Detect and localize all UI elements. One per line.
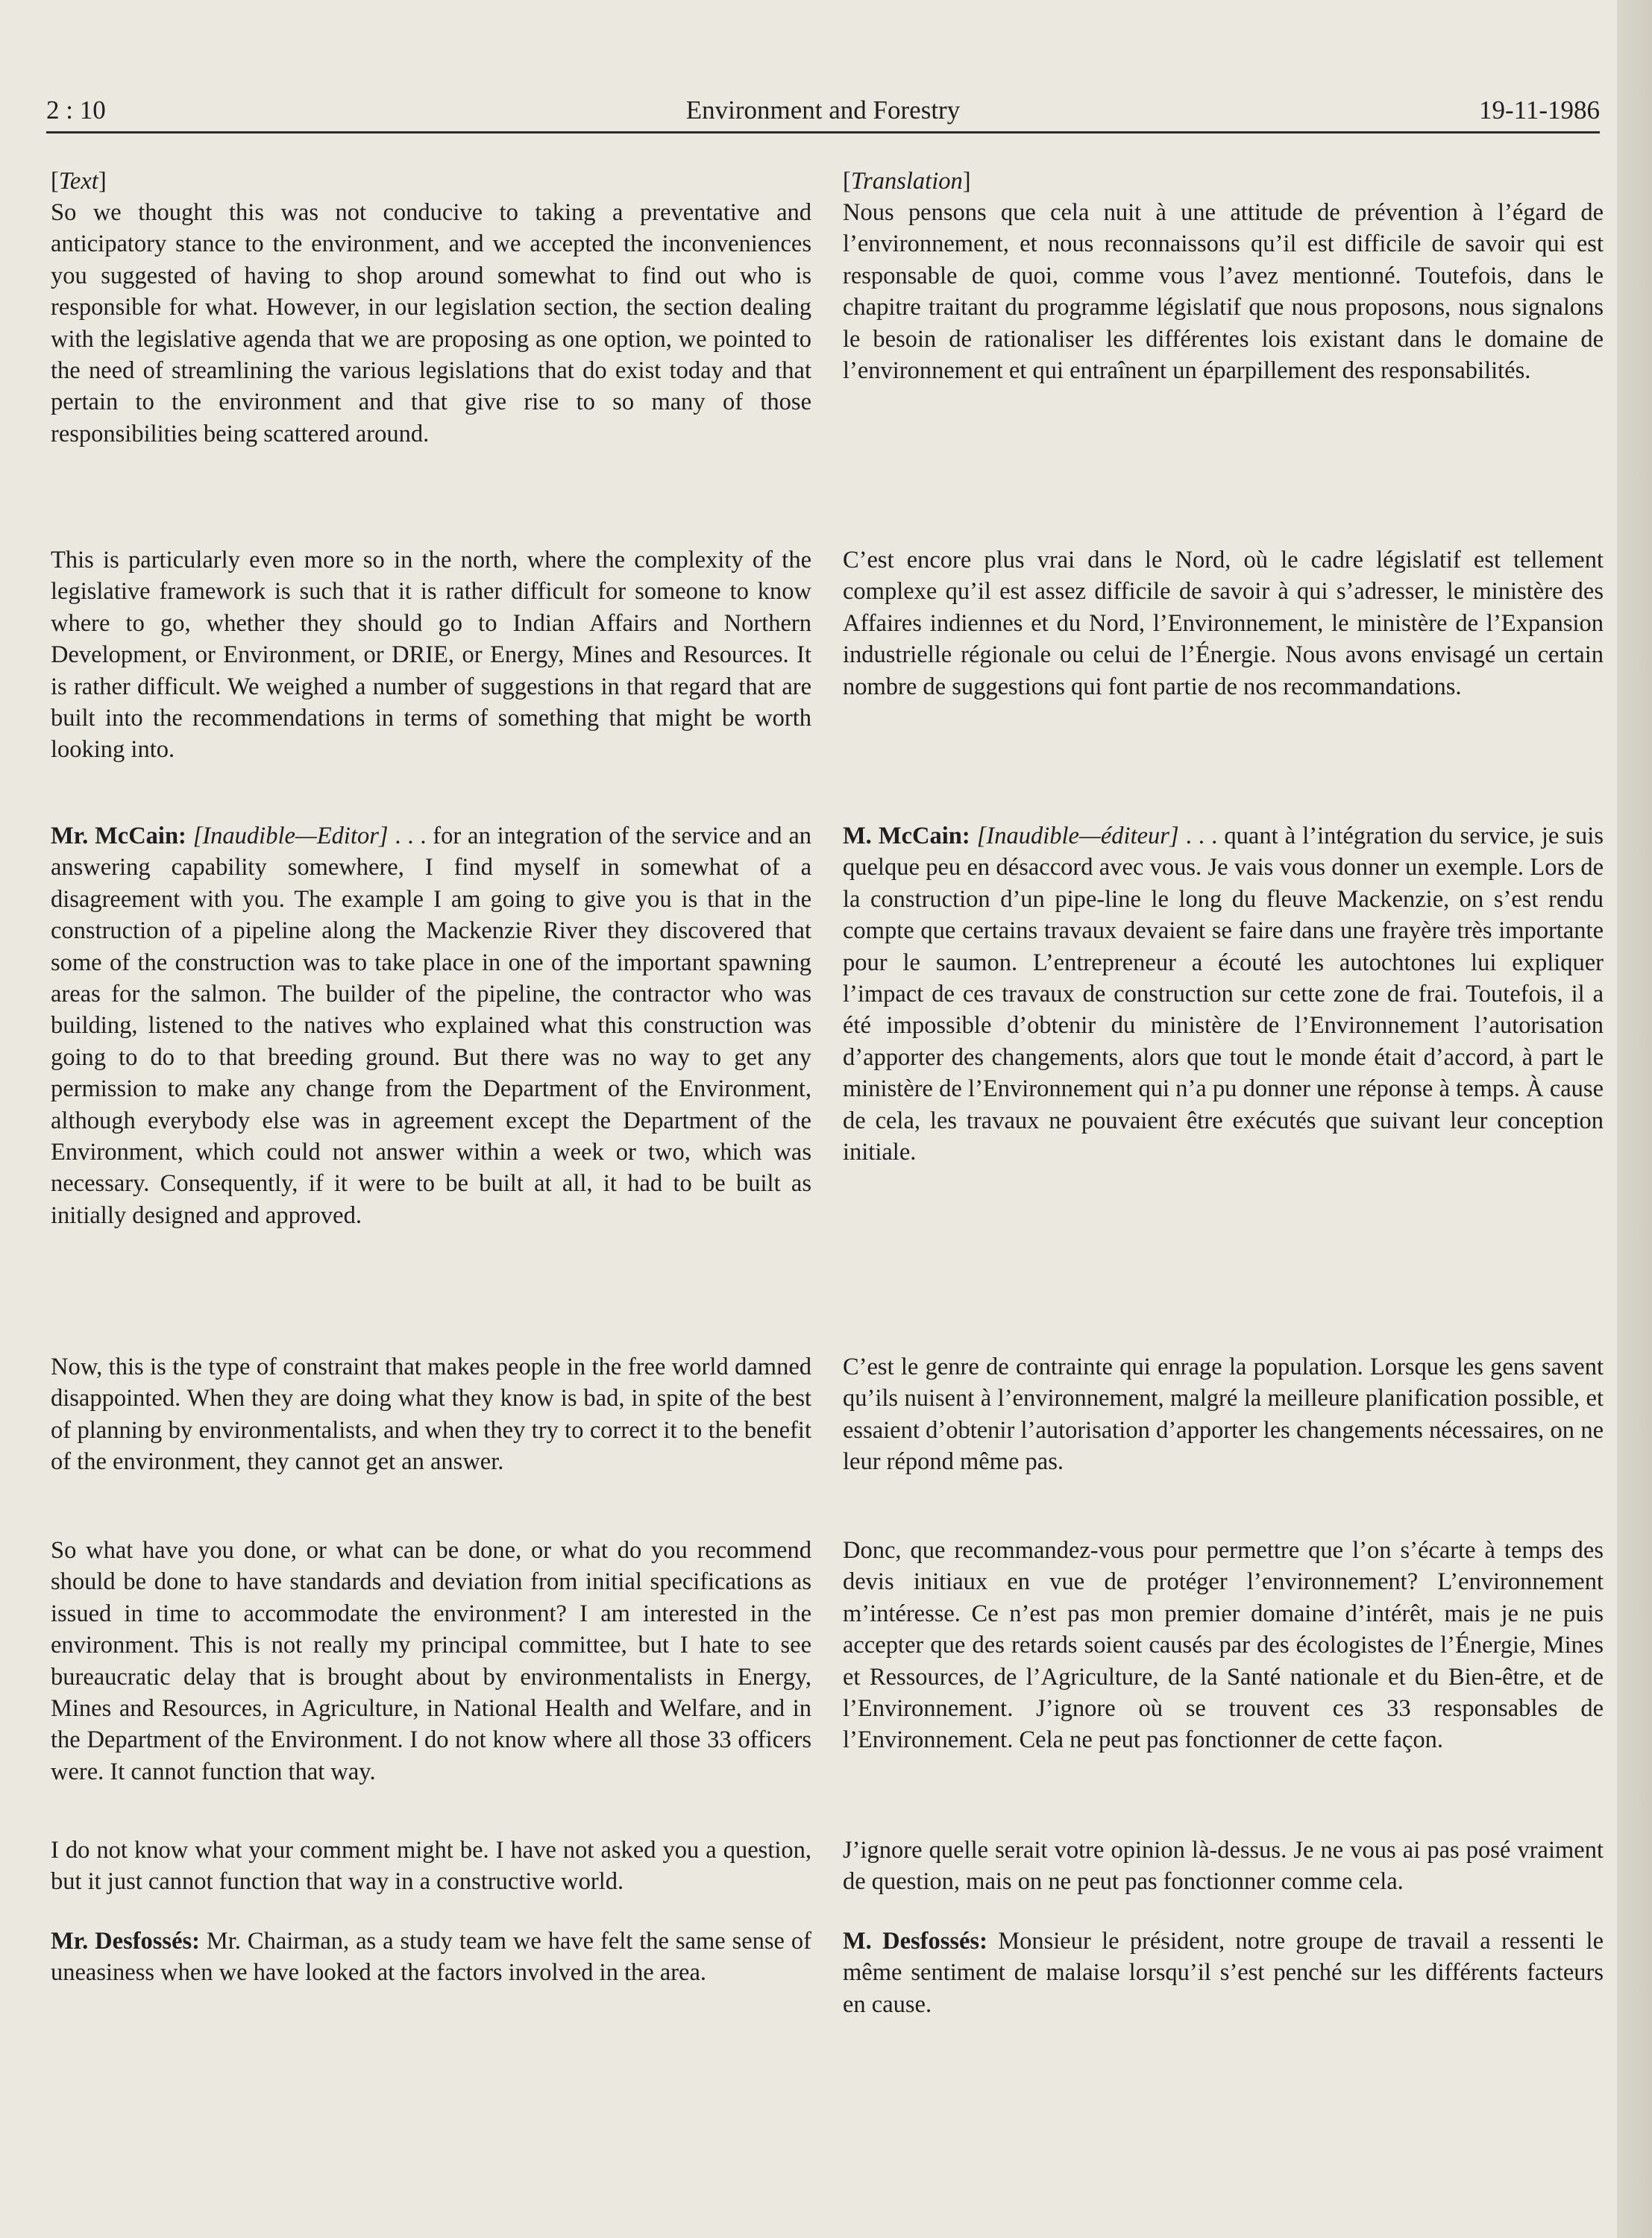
paragraph-6-fr: J’ignore quelle serait votre opinion là-dessus. Je ne vous ai pas posé vraiment de question, mais on ne peut pas fonctionner comme cela. xyxy=(843,1837,1604,1896)
speaker-desfosses: Mr. Desfossés: xyxy=(51,1928,200,1955)
publication-title: Environment and Forestry xyxy=(685,95,961,125)
paragraph-1: So we thought this was not conducive to taking a preventative and anticipatory stance to the environment, and we accepted the inconveniences you suggested of having to shop around somewhat to find out who is responsible for what. However, in our legislation section, the section dealing with the legislative agenda that we are proposing as one option, we pointed to the need of streamlining the various legislations that do exist today and that pertain to the environment and that give rise to so many of those responsibilities being scattered around. xyxy=(51,199,811,447)
paragraph-5: So what have you done, or what can be done, or what do you recommend should be done to have standards and deviation from initial specifications as issued in time to accommodate the environment? I am interested in the environment. This is not really my principal committee, but I hate to see bureaucratic delay that is brought about by environmentalists in Energy, Mines and Resources, in Agriculture, in National Health and Welfare, and in the Department of the Environment. I do not know where all those 33 officers were. It cannot function that way. xyxy=(51,1537,811,1785)
speaker-mccain-fr: M. McCain: xyxy=(843,823,970,849)
speaker-mccain: Mr. McCain: xyxy=(51,823,186,849)
paragraph-3-fr: M. McCain: [Inaudible—éditeur] . . . quant à l’intégration du service, je suis quelque peu en désaccord avec vous. Je vais vous donner un exemple. Lors de la construction d’un pipe-line le long du fleuve Mackenzie, on s’est rendu compte que certains travaux devaient se faire dans une frayère très importante pour le saumon. L’entrepreneur a écouté les autochtones lui expliquer l’impact de ces travaux de construction sur cette zone de frai. Toutefois, il a été impossible d’obtenir du ministère de l’Environnement l’autorisation d’apporter des changements, alors que tout le monde était d’accord, à part le ministère de l’Environnement qui n’a pu donner une réponse à temps. À cause de cela, les travaux ne pouvaient être exécutés que suivant leur conception initiale. xyxy=(843,823,1604,1166)
running-header xyxy=(46,89,1600,133)
editor-note: Inaudible—Editor xyxy=(202,823,379,849)
paragraph-6: I do not know what your comment might be. I have not asked you a question, but it just cannot function that way in a constructive world. xyxy=(51,1837,811,1896)
paragraph-5-fr: Donc, que recommandez-vous pour permettre que l’on s’écarte à temps des devis initiaux en vue de protéger l’environnement? L’environnement m’intéresse. Ce n’est pas mon premier domaine d’intérêt, mais je ne puis accepter que des retards soient causés par des écologistes de l’Énergie, Mines et Ressources, de l’Agriculture, de la Santé nationale et du Bien-être, et de l’Environnement. J’ignore où se trouvent ces 33 responsables de l’Environnement. Cela ne peut pas fonctionner de cette façon. xyxy=(843,1537,1604,1754)
speaker-desfosses-fr: M. Desfossés: xyxy=(843,1928,987,1955)
section-tag-translation: [Translation] xyxy=(843,168,971,195)
paragraph-2-fr: C’est encore plus vrai dans le Nord, où le cadre législatif est tellement complexe qu’il est assez difficile de savoir à qui s’adresser, le ministère des Affaires indiennes et du Nord, l’Environnement, le ministère de l’Expansion industrielle régionale ou celui de l’Énergie. Nous avons envisagé un certain nombre de suggestions qui font partie de nos recommandations. xyxy=(843,547,1604,700)
header-date: 19-11-1986 xyxy=(1478,95,1600,125)
page-edge-shadow xyxy=(1617,0,1652,2238)
page-number: 2 : 10 xyxy=(46,95,106,125)
section-tag-text: [Text] xyxy=(51,168,107,195)
editor-note-fr: Inaudible—éditeur xyxy=(986,823,1169,849)
paragraph-2: This is particularly even more so in the north, where the complexity of the legislative framework is such that it is rather difficult for someone to know where to go, whether they should go to Indian Affairs and Northern Development, or Environment, or DRIE, or Energy, Mines and Resources. It is rather difficult. We weighed a number of suggestions in that regard that are built into the recommendations in terms of something that might be worth looking into. xyxy=(51,547,811,764)
paragraph-4-fr: C’est le genre de contrainte qui enrage la population. Lorsque les gens savent qu’ils nuisent à l’environnement, malgré la meilleure planification possible, et essaient d’obtenir l’autorisation d’apporter les changements nécessaires, on ne leur répond même pas. xyxy=(843,1354,1604,1476)
paragraph-7: Mr. Desfossés: Mr. Chairman, as a study team we have felt the same sense of uneasiness when we have looked at the factors involved in the area. xyxy=(51,1928,811,1987)
paragraph-1-fr: Nous pensons que cela nuit à une attitude de prévention à l’égard de l’environnement, et nous reconnaissons qu’il est difficile de savoir qui est responsable de quoi, comme vous l’avez mentionné. Toutefois, dans le chapitre traitant du programme législatif que nous proposons, nous signalons le besoin de rationaliser les différentes lois existant dans le domaine de l’environnement et qui entraînent un éparpillement des responsabilités. xyxy=(843,199,1604,385)
paragraph-7-fr: M. Desfossés: Monsieur le président, notre groupe de travail a ressenti le même sentiment de malaise lorsqu’il s’est penché sur les différents facteurs en cause. xyxy=(843,1928,1604,2018)
paragraph-4: Now, this is the type of constraint that makes people in the free world damned disappointed. When they are doing what they know is bad, in spite of the best of planning by environmentalists, and when they try to correct it to the benefit of the environment, they cannot get an answer. xyxy=(51,1354,811,1476)
paragraph-3: Mr. McCain: [Inaudible—Editor] . . . for an integration of the service and an answering capability somewhere, I find myself in somewhat of a disagreement with you. The example I am going to give you is that in the construction of a pipeline along the Mackenzie River they discovered that some of the construction was to take place in one of the important spawning areas for the salmon. The builder of the pipeline, the contractor who was building, listened to the natives who explained what this construction was going to do to that breeding ground. But there was no way to get any permission to make any change from the Department of the Environment, although everybody else was in agreement except the Department of the Environment, which could not answer within a week or two, which was necessary. Consequently, if it were to be built at all, it had to be built as initially designed and approved. xyxy=(51,823,812,1229)
